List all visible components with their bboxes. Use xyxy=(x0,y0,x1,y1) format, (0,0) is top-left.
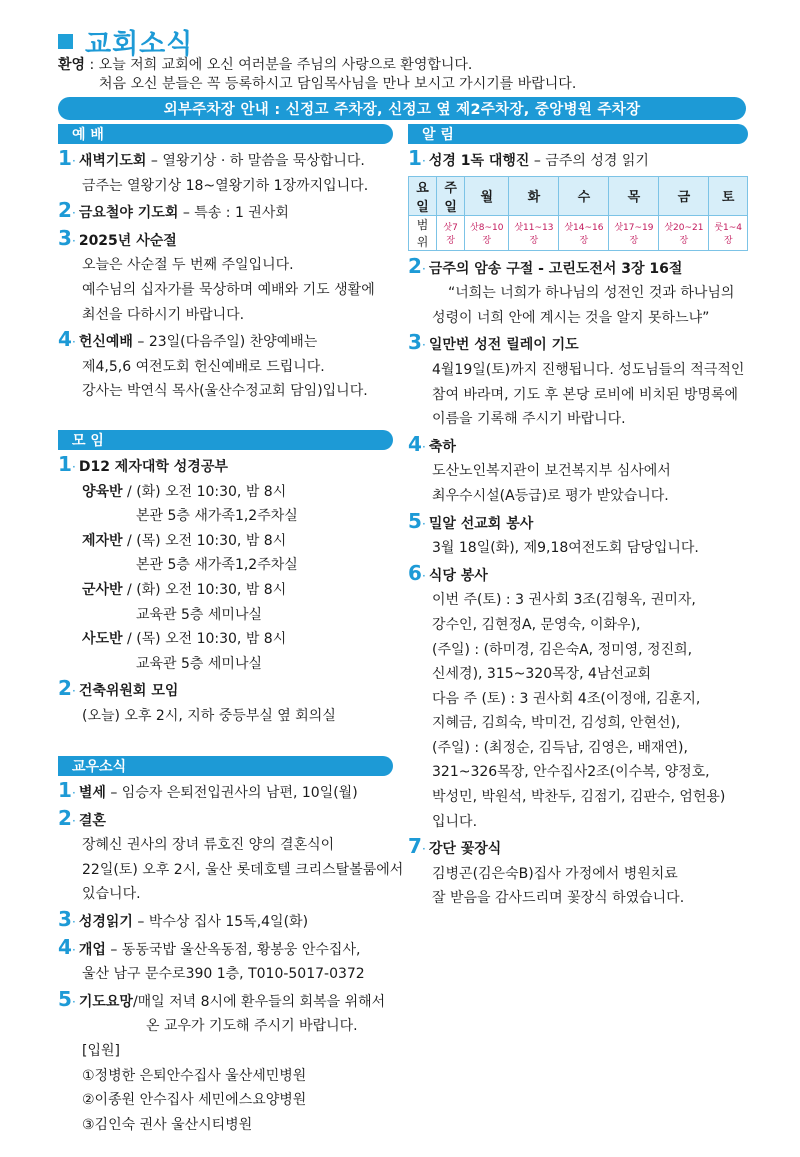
worship-item-1: 1· 새벽기도회 – 열왕기상 · 하 말씀을 묵상합니다. xyxy=(58,146,365,170)
notice-item-3-line: 이름을 기록해 주시기 바랍니다. xyxy=(432,411,626,428)
class-row: 양육반 / (화) 오전 10:30, 밤 8시 xyxy=(82,483,287,500)
class-row: 사도반 / (목) 오전 10:30, 밤 8시 xyxy=(82,631,287,648)
class-place: 교육관 5층 세미나실 xyxy=(136,655,262,672)
schedule-header-cell: 화 xyxy=(509,176,559,215)
schedule-header-cell: 주일 xyxy=(437,176,465,215)
hospital-label: [입원] xyxy=(82,1042,120,1059)
members-item-2-line: 22일(토) 오후 2시, 울산 롯데호텔 크리스탈볼룸에서 xyxy=(82,861,404,878)
schedule-range-cell: 삿8~10장 xyxy=(465,215,509,250)
parking-banner: 외부주차장 안내 : 신정고 주차장, 신정고 옆 제2주차장, 중앙병원 주차장 xyxy=(58,97,746,120)
notice-item-7-line: 김병곤(김은숙B)집사 가정에서 병원치료 xyxy=(432,865,678,882)
title-square-icon xyxy=(58,34,73,49)
schedule-range-cell: 룻1~4장 xyxy=(709,215,748,250)
notice-item-6-line: (주일) : (하미경, 김은숙A, 정미영, 정진희, xyxy=(432,641,693,658)
worship-item-3-line: 최선을 다하시기 바랍니다. xyxy=(82,306,245,323)
members-item-5: 5· 기도요망/매일 저녁 8시에 환우들의 회복을 위해서 xyxy=(58,986,386,1011)
class-place: 본관 5층 새가족1,2주차실 xyxy=(136,508,298,525)
notice-item-4: 4· 축하 xyxy=(408,431,456,456)
notice-item-6: 6· 식당 봉사 xyxy=(408,560,488,585)
members-item-5-line: 온 교우가 기도해 주시기 바랍니다. xyxy=(146,1018,358,1035)
notice-item-5-line: 3월 18일(화), 제9,18여전도회 담당입니다. xyxy=(432,540,699,557)
notice-item-2-line: “너희는 너희가 하나님의 성전인 것과 하나님의 xyxy=(448,285,735,302)
schedule-header-cell: 수 xyxy=(559,176,609,215)
worship-item-4-line: 강사는 박연식 목사(울산수정교회 담임)입니다. xyxy=(82,383,368,400)
worship-item-3-line: 예수님의 십자가를 묵상하며 예배와 기도 생활에 xyxy=(82,281,375,298)
worship-item-3-line: 오늘은 사순절 두 번째 주일입니다. xyxy=(82,257,294,274)
bible-reading-schedule xyxy=(408,176,748,251)
hospital-entry: ③김인숙 권사 울산시티병원 xyxy=(82,1116,253,1133)
schedule-header-cell: 금 xyxy=(659,176,709,215)
worship-item-2: 2· 금요철야 기도회 – 특송 : 1 권사회 xyxy=(58,198,289,223)
class-row: 군사반 / (화) 오전 10:30, 밤 8시 xyxy=(82,581,287,598)
notice-item-5: 5· 밀알 선교회 봉사 xyxy=(408,508,534,533)
members-item-2-line: 있습니다. xyxy=(82,886,141,903)
notice-item-6-line: 321~326목장, 안수집사2조(이수복, 양정호, xyxy=(432,764,710,781)
members-heading: 교우소식 xyxy=(58,756,393,776)
notice-item-4-line: 도산노인복지관이 보건복지부 심사에서 xyxy=(432,463,671,480)
welcome-line-2: 처음 오신 분들은 꼭 등록하시고 담임목사님을 만나 보시고 가시기를 바랍니다. xyxy=(99,76,577,92)
notice-item-6-line: 강수인, 김현정A, 문영숙, 이화우), xyxy=(432,616,641,633)
notice-item-3-line: 4월19일(토)까지 진행됩니다. 성도님들의 적극적인 xyxy=(432,361,745,378)
hospital-entry: ①정병한 은퇴안수집사 울산세민병원 xyxy=(82,1067,307,1084)
notices-heading: 알 림 xyxy=(408,124,748,144)
notice-item-3-line: 참여 바라며, 기도 후 본당 로비에 비치된 방명록에 xyxy=(432,386,739,403)
notice-item-6-line: 입니다. xyxy=(432,813,478,830)
notice-item-6-line: 신세경), 315~320목장, 4남선교회 xyxy=(432,666,652,683)
schedule-header-cell: 토 xyxy=(709,176,748,215)
meeting-item-2: 2· 건축위원회 모임 xyxy=(58,676,179,701)
members-item-4: 4· 개업 – 동동국밥 울산옥동점, 황봉웅 안수집사, xyxy=(58,934,361,959)
class-place: 본관 5층 새가족1,2주차실 xyxy=(136,557,298,574)
hospital-entry: ②이종원 안수집사 세민에스요양병원 xyxy=(82,1092,307,1109)
notice-item-6-line: (주일) : (최정순, 김득남, 김영은, 배재연), xyxy=(432,739,688,756)
meetings-section xyxy=(58,430,393,729)
worship-section xyxy=(58,124,393,404)
notice-item-7-line: 잘 받음을 감사드리며 꽃장식 하였습니다. xyxy=(432,890,685,907)
schedule-header-cell: 월 xyxy=(465,176,509,215)
notice-item-7: 7· 강단 꽃장식 xyxy=(408,834,502,859)
members-section xyxy=(58,756,404,1137)
schedule-header-cell: 목 xyxy=(609,176,659,215)
notice-item-1: 1· 성경 1독 대행진 – 금주의 성경 읽기 xyxy=(408,146,649,170)
welcome-message xyxy=(58,56,576,94)
schedule-range-label: 범위 xyxy=(409,215,437,250)
notice-item-6-line: 다음 주 (토) : 3 권사회 4조(이정애, 김훈지, xyxy=(432,690,701,707)
schedule-range-cell: 삿14~16장 xyxy=(559,215,609,250)
schedule-range-cell: 삿7장 xyxy=(437,215,465,250)
class-place: 교육관 5층 세미나실 xyxy=(136,606,262,623)
schedule-range-cell: 삿17~19장 xyxy=(609,215,659,250)
notice-item-6-line: 박성민, 박원석, 박찬두, 김점기, 김판수, 엄헌용) xyxy=(432,789,726,806)
members-item-2: 2· 결혼 xyxy=(58,805,106,830)
worship-item-4-line: 제4,5,6 여전도회 헌신예배로 드립니다. xyxy=(82,358,325,375)
schedule-range-cell: 삿20~21장 xyxy=(659,215,709,250)
meetings-heading: 모 임 xyxy=(58,430,393,450)
notice-item-6-line: 지혜금, 김희숙, 박미건, 김성희, 안현선), xyxy=(432,715,681,732)
notice-item-2: 2· 금주의 암송 구절 - 고린도전서 3장 16절 xyxy=(408,253,683,278)
welcome-label: 환영 xyxy=(58,57,86,73)
right-column xyxy=(408,124,748,911)
worship-item-1-line: 금주는 열왕기상 18~열왕기하 1장까지입니다. xyxy=(82,177,369,194)
worship-heading: 예 배 xyxy=(58,124,393,144)
class-row: 제자반 / (목) 오전 10:30, 밤 8시 xyxy=(82,532,287,549)
page-title: 교회소식 xyxy=(85,29,194,60)
welcome-line-1: : 오늘 저희 교회에 오신 여러분을 주님의 사랑으로 환영합니다. xyxy=(85,57,473,73)
schedule-range-cell: 삿11~13장 xyxy=(509,215,559,250)
members-item-1: 1· 별세 – 임승자 은퇴전입권사의 남편, 10일(월) xyxy=(58,778,358,802)
notice-item-3: 3· 일만번 성전 릴레이 기도 xyxy=(408,330,579,355)
notice-item-4-line: 최우수시설(A등급)로 평가 받았습니다. xyxy=(432,487,669,504)
meeting-item-1: 1· D12 제자대학 성경공부 xyxy=(58,452,228,476)
meeting-item-2-line: (오늘) 오후 2시, 지하 중등부실 옆 회의실 xyxy=(82,707,336,724)
notice-item-6-line: 이번 주(토) : 3 권사회 3조(김형옥, 권미자, xyxy=(432,592,696,609)
worship-item-4: 4· 헌신예배 – 23일(다음주일) 찬양예배는 xyxy=(58,327,318,352)
members-item-4-line: 울산 남구 문수로390 1층, T010-5017-0372 xyxy=(82,966,365,983)
schedule-header-cell: 요일 xyxy=(409,176,437,215)
notice-item-2-line: 성령이 너희 안에 계시는 것을 알지 못하느냐” xyxy=(432,309,710,326)
worship-item-3: 3· 2025년 사순절 xyxy=(58,225,177,250)
members-item-2-line: 장혜신 권사의 장녀 류호진 양의 결혼식이 xyxy=(82,837,335,854)
members-item-3: 3· 성경읽기 – 박수상 집사 15독,4일(화) xyxy=(58,906,309,931)
